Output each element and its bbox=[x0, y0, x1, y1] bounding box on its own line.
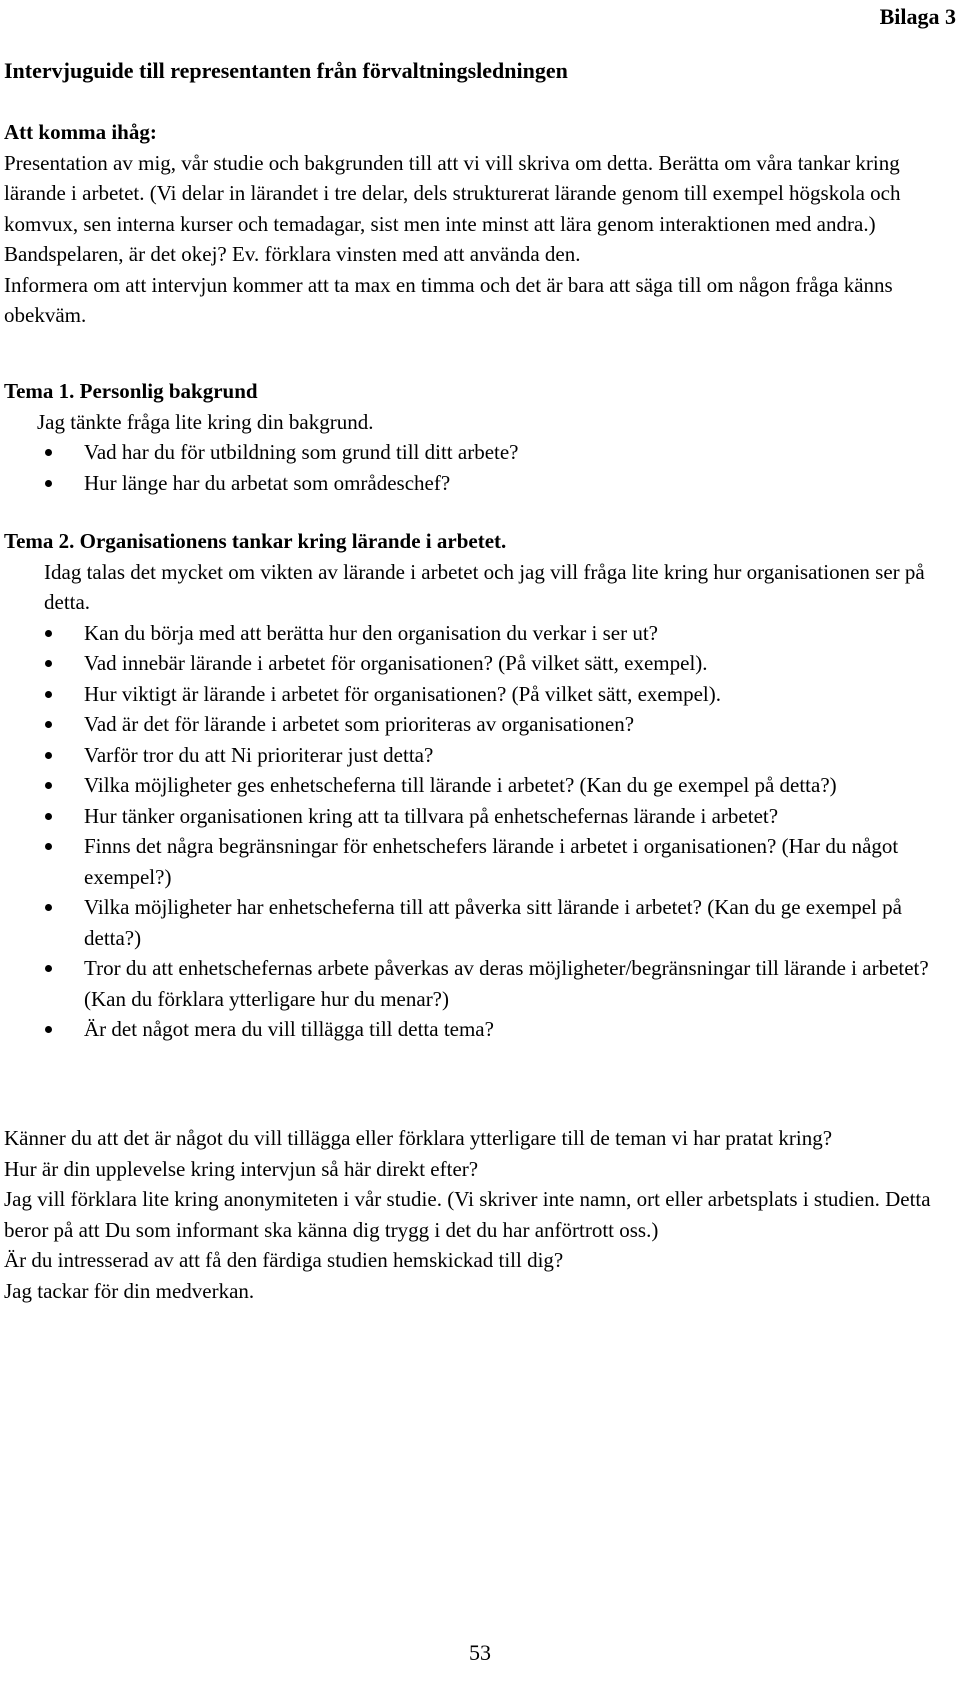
question-item: Tror du att enhetschefernas arbete påverkas av deras möjligheter/begränsningar till lärande i arbetet? (Kan du förklara ytterligare hur du menar?) bbox=[4, 953, 952, 1014]
theme1-lead: Jag tänkte fråga lite kring din bakgrund. bbox=[37, 409, 374, 434]
question-item: Är det något mera du vill tillägga till detta tema? bbox=[4, 1014, 952, 1045]
question-item: Vad har du för utbildning som grund till ditt arbete? bbox=[4, 437, 952, 468]
question-item: Hur länge har du arbetat som områdeschef? bbox=[4, 468, 952, 499]
theme2-question-list bbox=[4, 618, 952, 1045]
closing-line: Är du intresserad av att få den färdiga studien hemskickad till dig? bbox=[4, 1248, 564, 1272]
question-item: Kan du börja med att berätta hur den organisation du verkar i ser ut? bbox=[4, 618, 952, 649]
document-title: Intervjuguide till representanten från förvaltningsledningen bbox=[4, 58, 568, 83]
theme2-section bbox=[4, 526, 952, 1045]
intro-paragraph: Bandspelaren, är det okej? Ev. förklara vinsten med att använda den. bbox=[4, 242, 581, 266]
theme1-section bbox=[4, 376, 952, 498]
question-item: Vad innebär lärande i arbetet för organisationen? (På vilket sätt, exempel). bbox=[4, 648, 952, 679]
theme2-lead: Idag talas det mycket om vikten av lärande i arbetet och jag vill fråga lite kring hur organisationen ser på detta. bbox=[44, 559, 925, 614]
closing-line: Känner du att det är något du vill tillägga eller förklara ytterligare till de teman vi har pratat kring? bbox=[4, 1126, 833, 1150]
appendix-label: Bilaga 3 bbox=[879, 4, 956, 29]
intro-paragraph: Presentation av mig, vår studie och bakgrunden till att vi vill skriva om detta. Berätta om våra tankar kring lärande i arbetet. (Vi delar in lärandet i tre delar, dels strukturerat lärande genom till exempel högskola och komvux, sen interna kurser och temadagar, sist men inte minst att lära genom interaktionen med andra.) bbox=[4, 150, 901, 236]
page-number: 53 bbox=[469, 1640, 491, 1665]
question-item: Hur tänker organisationen kring att ta tillvara på enhetschefernas lärande i arbetet? bbox=[4, 801, 952, 832]
question-item: Vilka möjligheter har enhetscheferna till att påverka sitt lärande i arbetet? (Kan du ge exempel på detta?) bbox=[4, 892, 952, 953]
theme1-question-list bbox=[4, 437, 952, 498]
question-item: Varför tror du att Ni prioriterar just detta? bbox=[4, 740, 952, 771]
question-item: Hur viktigt är lärande i arbetet för organisationen? (På vilket sätt, exempel). bbox=[4, 679, 952, 710]
intro-paragraph: Informera om att intervjun kommer att ta max en timma och det är bara att säga till om någon fråga känns obekväm. bbox=[4, 272, 893, 327]
closing-line: Jag tackar för din medverkan. bbox=[4, 1278, 255, 1303]
closing-line: Hur är din upplevelse kring intervjun så här direkt efter? bbox=[4, 1156, 479, 1181]
question-item: Vilka möjligheter ges enhetscheferna till lärande i arbetet? (Kan du ge exempel på detta?) bbox=[4, 770, 952, 801]
question-item: Finns det några begränsningar för enhetschefers lärande i arbetet i organisationen? (Har du något exempel?) bbox=[4, 831, 952, 892]
question-item: Vad är det för lärande i arbetet som prioriteras av organisationen? bbox=[4, 709, 952, 740]
theme2-heading: Tema 2. Organisationens tankar kring lärande i arbetet. bbox=[4, 529, 507, 553]
intro-section bbox=[4, 117, 952, 331]
intro-heading: Att komma ihåg: bbox=[4, 120, 157, 144]
theme1-heading: Tema 1. Personlig bakgrund bbox=[4, 379, 258, 403]
closing-line: Jag vill förklara lite kring anonymiteten i vår studie. (Vi skriver inte namn, ort eller arbetsplats i studien. Detta beror på att Du som informant ska känna dig trygg i det du har anförtrott oss.) bbox=[4, 1187, 931, 1242]
closing-section bbox=[4, 1123, 952, 1306]
